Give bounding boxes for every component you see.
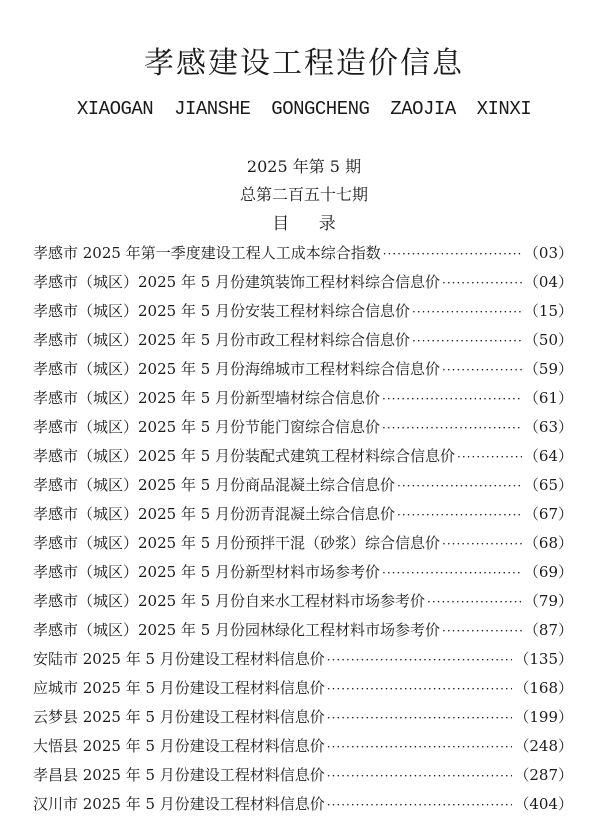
toc-entry[interactable]: [33, 735, 573, 764]
toc-entry-page: （87）: [523, 621, 573, 639]
toc-entry[interactable]: [33, 329, 573, 358]
toc-entry-title: 应城市 2025 年 5 月份建设工程材料信息价: [33, 679, 325, 697]
toc-entry-page: （63）: [523, 418, 573, 436]
toc-entry-title: 孝昌县 2025 年 5 月份建设工程材料信息价: [33, 766, 325, 784]
toc-entry-page: （03）: [523, 244, 573, 262]
toc-entry[interactable]: [33, 677, 573, 706]
toc-entry[interactable]: [33, 242, 573, 271]
toc-entry[interactable]: [33, 416, 573, 445]
toc-entry[interactable]: [33, 619, 573, 648]
toc-entry-page: （61）: [523, 389, 573, 407]
toc-entry-title: 安陆市 2025 年 5 月份建设工程材料信息价: [33, 650, 325, 668]
toc-entry-page: （79）: [523, 592, 573, 610]
toc-entry[interactable]: [33, 764, 573, 793]
toc-entry[interactable]: [33, 706, 573, 735]
toc-heading: 目 录: [272, 214, 348, 234]
issue-number: 2025 年第 5 期: [246, 157, 362, 176]
toc-entry-title: 云梦县 2025 年 5 月份建设工程材料信息价: [33, 708, 325, 726]
toc-entry[interactable]: [33, 532, 573, 561]
toc-entry-title: 孝感市（城区）2025 年 5 月份节能门窗综合信息价: [33, 418, 381, 436]
dot-leader: [327, 653, 513, 667]
dot-leader: [383, 247, 522, 261]
toc-entry-page: （287）: [514, 766, 573, 784]
toc-entry-page: （168）: [514, 679, 573, 697]
dot-leader: [397, 479, 522, 493]
toc-entry-page: （67）: [523, 505, 573, 523]
toc-entry[interactable]: [33, 590, 573, 619]
toc-entry-title: 孝感市（城区）2025 年 5 月份建筑装饰工程材料综合信息价: [33, 273, 441, 291]
dot-leader: [327, 740, 513, 754]
toc-entry[interactable]: [33, 387, 573, 416]
total-issue-number: 总第二百五十七期: [239, 185, 368, 204]
dot-leader: [442, 276, 522, 290]
toc-entry-title: 孝感市（城区）2025 年 5 月份自来水工程材料市场参考价: [33, 592, 426, 610]
dot-leader: [327, 711, 513, 725]
toc-entry-page: （404）: [514, 795, 573, 813]
toc-entry-title: 孝感市（城区）2025 年 5 月份园林绿化工程材料市场参考价: [33, 621, 441, 639]
dot-leader: [382, 392, 522, 406]
toc-entry-title: 孝感市 2025 年第一季度建设工程人工成本综合指数: [33, 244, 381, 262]
toc-entry-page: （248）: [514, 737, 573, 755]
toc-entry-page: （50）: [523, 331, 573, 349]
toc-entry-title: 孝感市（城区）2025 年 5 月份新型材料市场参考价: [33, 563, 381, 581]
toc-entry-title: 孝感市（城区）2025 年 5 月份沥青混凝土综合信息价: [33, 505, 396, 523]
toc-entry-page: （64）: [523, 447, 573, 465]
dot-leader: [457, 450, 522, 464]
toc-entry[interactable]: [33, 474, 573, 503]
dot-leader: [442, 624, 522, 638]
dot-leader: [412, 334, 522, 348]
dot-leader: [327, 769, 513, 783]
toc-entry-title: 孝感市（城区）2025 年 5 月份安装工程材料综合信息价: [33, 302, 411, 320]
dot-leader: [327, 798, 513, 812]
toc-entry-page: （69）: [523, 563, 573, 581]
toc-entry-page: （199）: [514, 708, 573, 726]
dot-leader: [427, 595, 522, 609]
dot-leader: [382, 566, 522, 580]
toc-entry[interactable]: [33, 358, 573, 387]
dot-leader: [412, 305, 522, 319]
toc-entry[interactable]: [33, 561, 573, 590]
toc-entry-title: 孝感市（城区）2025 年 5 月份装配式建筑工程材料综合信息价: [33, 447, 456, 465]
toc-entry-title: 孝感市（城区）2025 年 5 月份市政工程材料综合信息价: [33, 331, 411, 349]
dot-leader: [442, 363, 522, 377]
toc-entry[interactable]: [33, 793, 573, 822]
toc-entry-title: 汉川市 2025 年 5 月份建设工程材料信息价: [33, 795, 325, 813]
toc-entry-page: （65）: [523, 476, 573, 494]
toc-entry-title: 孝感市（城区）2025 年 5 月份预拌干混（砂浆）综合信息价: [33, 534, 441, 552]
dot-leader: [327, 682, 513, 696]
toc-entry-title: 大悟县 2025 年 5 月份建设工程材料信息价: [33, 737, 325, 755]
dot-leader: [382, 421, 522, 435]
dot-leader: [397, 508, 522, 522]
document-subtitle-pinyin: XIAOGAN JIANSHE GONGCHENG ZAOJIA XINXI: [76, 98, 532, 120]
dot-leader: [442, 537, 522, 551]
toc-entry-page: （15）: [523, 302, 573, 320]
toc-entry-page: （59）: [523, 360, 573, 378]
toc-entry-title: 孝感市（城区）2025 年 5 月份新型墙材综合信息价: [33, 389, 381, 407]
toc-entry[interactable]: [33, 300, 573, 329]
toc-entry[interactable]: [33, 271, 573, 300]
toc-entry[interactable]: [33, 648, 573, 677]
table-of-contents: [33, 242, 573, 822]
document-title: 孝感建设工程造价信息: [144, 46, 464, 82]
toc-entry-page: （04）: [523, 273, 573, 291]
toc-entry-page: （135）: [514, 650, 573, 668]
toc-entry-title: 孝感市（城区）2025 年 5 月份海绵城市工程材料综合信息价: [33, 360, 441, 378]
toc-entry-title: 孝感市（城区）2025 年 5 月份商品混凝土综合信息价: [33, 476, 396, 494]
toc-entry[interactable]: [33, 445, 573, 474]
toc-entry[interactable]: [33, 503, 573, 532]
toc-entry-page: （68）: [523, 534, 573, 552]
